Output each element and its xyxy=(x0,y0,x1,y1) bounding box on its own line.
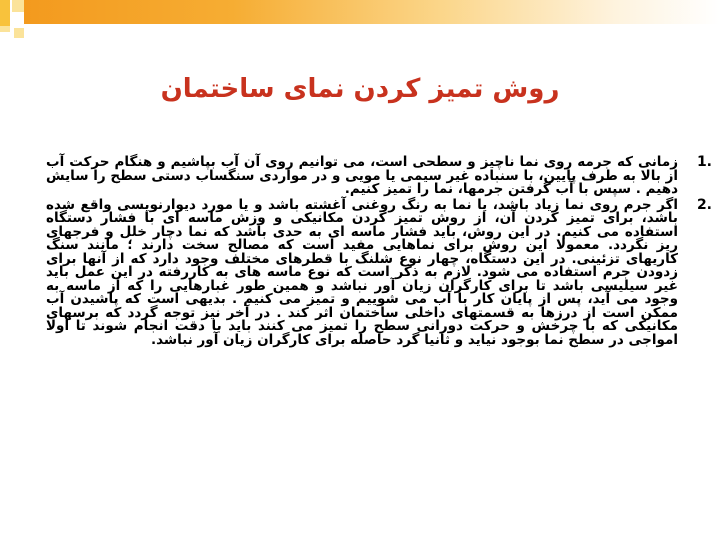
item-number: 1. xyxy=(696,154,712,170)
decor-square xyxy=(12,0,24,12)
header-gradient-bar xyxy=(24,0,720,24)
item-number: 2. xyxy=(696,196,712,213)
decor-square xyxy=(0,0,10,12)
slide-body-list xyxy=(46,156,718,347)
decor-square xyxy=(14,28,24,38)
decor-square xyxy=(0,12,10,26)
item-text: اگر جرم روی نما زیاد باشد، یا نما به رنگ روغنی آغشته باشد و یا مورد دیوارنویسی واقع شده باشد، برای تمیز کردن آن، از روش تمیز کردن مکانیکی و وزش ماسه ای با فشار دستگاه استفاده می کنیم. در این روش، باید فشار ماسه ای به حدی باشد که نما دچار خلل و فرجهای ریز نگردد. معمولا این روش برای نماهایی مفید است که مصالح سخت دارند ؛ مانند سنگ کاریهای تزئینی. در این دستگاه، چهار نوع شلنگ با قطرهای مختلف وجود دارد که از آنها برای زدودن جرم استفاده می شود. لازم به ذکر است که نوع ماسه های به کاررفته در این عمل باید غیر سیلیسی باشد تا برای کارگران زیان آور نباشد و همین طور غبارهایی را که از ماسه به وجود می آید، پس از پایان کار با آب می شوییم و تمیز می کنیم . بدیهی است که پاشیدن آب ممکن است از درزها به قسمتهای داخلی ساختمان اثر کند . در آخر نیز توجه گردد که برسهای مکانیکی که با چرخش و حرکت دورانی سطح را تمیز می کنند باید با دقت انجام شوند تا اولا امواجی در سطح نما بوجود نیاید و ثانیا گرد حاصله برای کارگران زیان آور نباشد. xyxy=(46,196,678,348)
decor-square xyxy=(12,12,24,26)
slide-title: روش تمیز کردن نمای ساختمان xyxy=(160,74,560,104)
decor-square xyxy=(0,26,10,32)
list-item xyxy=(46,156,718,197)
item-text: زمانی که جرمه روی نما ناچیز و سطحی است، می توانیم روی آن آب بپاشیم و هنگام حرکت آب از بالا به طرف پایین، با سنباده غیر سیمی یا مویی و در مواردی سنگساب دستی سطح را سایش دهیم . سپس با آب گرفتن جرمها، نما را تمیز کنیم. xyxy=(46,154,678,197)
list-item xyxy=(46,196,718,348)
